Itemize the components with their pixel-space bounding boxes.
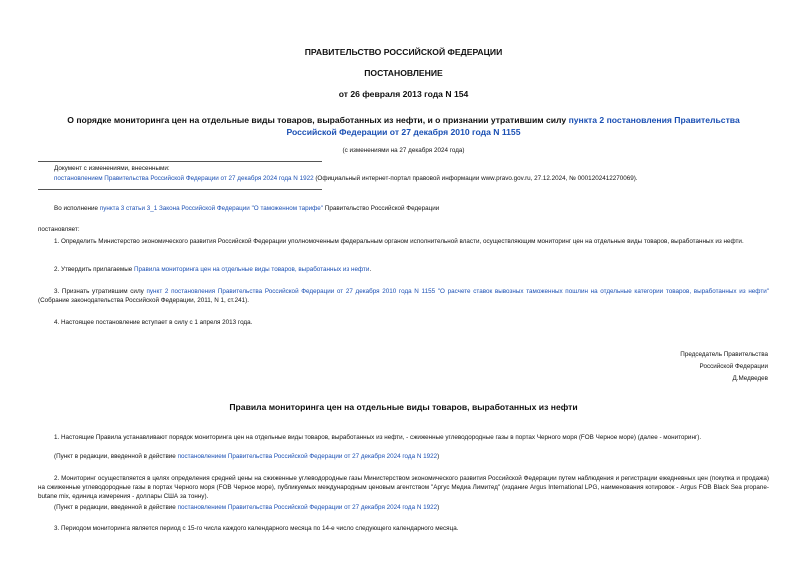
rule-2-note — [54, 503, 769, 512]
rule-2-note-after: ) — [437, 504, 440, 511]
changes-line — [54, 174, 784, 183]
item-4: 4. Настоящее постановление вступает в силу с 1 апреля 2013 года. — [54, 319, 253, 326]
rules-title: Правила мониторинга цен на отдельные виды товаров, выработанных из нефти — [229, 402, 578, 412]
signature-line-2: Российской Федерации — [699, 363, 768, 370]
date-number-heading: от 26 февраля 2013 года N 154 — [338, 89, 469, 99]
item-3-after: (Собрание законодательства Российской Федерации, 2011, N 1, ст.241). — [38, 297, 249, 304]
title-link[interactable]: пункта 2 постановления Правительства Российской Федерации от 27 декабря 2010 года N 1155 — [286, 115, 740, 137]
rule-1-note — [54, 452, 769, 461]
doc-type-heading: ПОСТАНОВЛЕНИЕ — [364, 68, 443, 78]
rule-2-note-link[interactable]: постановлением Правительства Российской Федерации от 27 декабря 2024 года N 1922 — [177, 504, 438, 511]
signature-block — [680, 350, 768, 383]
preamble-after: Правительство Российской Федерации — [323, 205, 440, 212]
rule-2-note-before: (Пункт в редакции, введенной в действие — [54, 504, 178, 511]
item-1: 1. Определить Министерство экономического развития Российской Федерации уполномоченным федеральным органом исполнительной власти, осуществляющим мониторинг цен на отдельные виды товаров, выработанных из нефти. — [54, 238, 744, 245]
item-2 — [54, 265, 769, 274]
preamble-link[interactable]: пункта 3 статьи 3_1 Закона Российской Федерации "О таможенном тарифе" — [99, 205, 324, 212]
rule-1-note-after: ) — [437, 453, 440, 460]
item-2-after: . — [369, 266, 372, 273]
rule-3: 3. Периодом мониторинга является период с 15-го числа каждого календарного месяца по 14-е число следующего календарного месяца. — [54, 525, 459, 532]
changes-label: Документ с изменениями, внесенными: — [54, 165, 170, 172]
rule-1-note-before: (Пункт в редакции, введенной в действие — [54, 453, 178, 460]
rule-2: 2. Мониторинг осуществляется в целях определения средней цены на сжиженные углеводородные газы Министерством экономического развития Российской Федерации путем наблюдения и регистрации ежедневных цен (покупка и продажа) на сжиженные углеводородные газы в портах Черного моря (FOB Черное море), публикуемых международным ценовым агентством "Аргус Медиа Лимитед" (издание Argus International LPG, наименования котировок - Argus FOB Black Sea propane-butane mix, единица измерения - доллары США за тонну). — [38, 475, 769, 500]
changes-rest: (Официальный интернет-портал правовой информации www.pravo.gov.ru, 27.12.2024, № 0001202412270069). — [313, 175, 638, 182]
document-title — [50, 114, 757, 138]
item-3 — [38, 287, 769, 305]
item-2-before: 2. Утвердить прилагаемые — [54, 266, 134, 273]
changes-link[interactable]: постановлением Правительства Российской Федерации от 27 декабря 2024 года N 1922 — [54, 175, 314, 182]
decree-word: постановляет: — [38, 226, 80, 233]
signature-line-3: Д.Медведев — [732, 375, 768, 382]
revision-note: (с изменениями на 27 декабря 2024 года) — [342, 147, 465, 154]
government-heading: ПРАВИТЕЛЬСТВО РОССИЙСКОЙ ФЕДЕРАЦИИ — [304, 47, 503, 57]
item-2-link[interactable]: Правила мониторинга цен на отдельные виды товаров, выработанных из нефти — [134, 266, 370, 273]
signature-line-1: Председатель Правительства — [680, 351, 768, 358]
divider-bottom — [38, 189, 322, 190]
rule-1: 1. Настоящие Правила устанавливают порядок мониторинга цен на отдельные виды товаров, выработанных из нефти, - сжиженные углеводородные газы в портах Черного моря (FOB Черное море) (далее - мониторинг). — [54, 434, 702, 441]
divider-top — [38, 161, 322, 162]
preamble — [54, 204, 774, 213]
item-3-link[interactable]: пункт 2 постановления Правительства Российской Федерации от 27 декабря 2010 года N 1155 "О расчете ставок вывозных таможенных пошлин на отдельные категории товаров, выработанных из нефти" — [146, 288, 769, 295]
item-3-before: 3. Признать утратившим силу — [54, 288, 147, 295]
preamble-before: Во исполнение — [54, 205, 100, 212]
title-text: О порядке мониторинга цен на отдельные виды товаров, выработанных из нефти, и о признании утратившим силу — [67, 115, 569, 125]
rule-1-note-link[interactable]: постановлением Правительства Российской Федерации от 27 декабря 2024 года N 1922 — [177, 453, 438, 460]
